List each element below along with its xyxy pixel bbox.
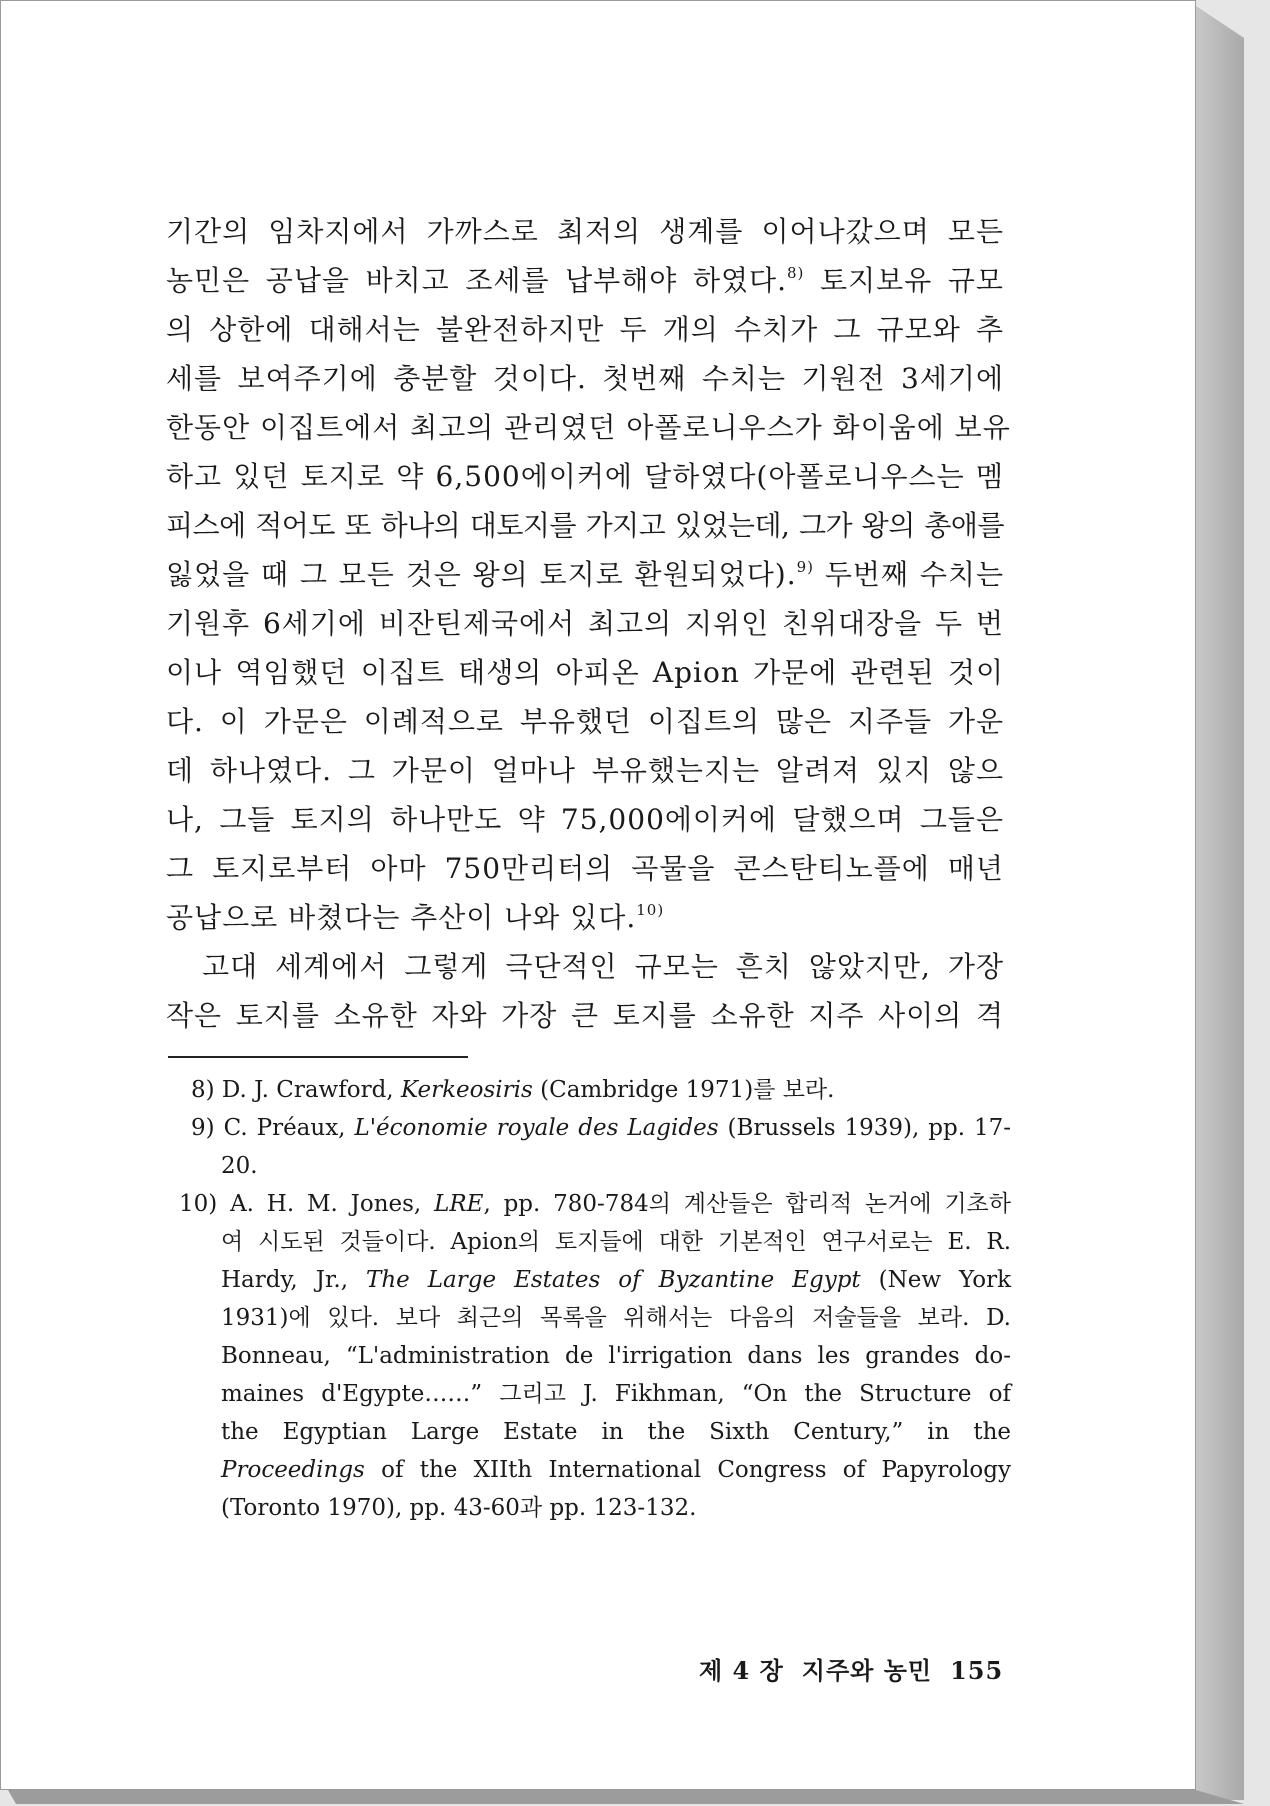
body-line: 한동안 이집트에서 최고의 관리였던 아폴로니우스가 화이움에 보유 [166, 411, 1011, 444]
body-line: 잃었을 때 그 모든 것은 왕의 토지로 환원되었다).$^{9)}$ 두번째 수치는 [166, 558, 1004, 591]
page-edge-right [1196, 6, 1244, 1800]
book-title: Proceedings [221, 1457, 365, 1483]
footnote-8: 8) D. J. Crawford, Kerkeosiris (Cambridge 1971)를 보라. [191, 1077, 835, 1103]
footnote-ref-9[interactable]: 9) [796, 558, 815, 576]
body-line: 다. 이 가문은 이례적으로 부유했던 이집트의 많은 지주들 가운 [166, 705, 1004, 738]
footnote-ref-10[interactable]: 10) [636, 901, 665, 919]
page-edge-bottom [8, 1790, 1244, 1804]
footnote-10: 10) A. H. M. Jones, LRE, pp. 780-784의 계산들은 합리적 논거에 기초하 여 시도된 것들이다. Apion의 토지들에 대한 기본적인 연구서로는 E. R. Hardy, Jr., The Large Estates of Byzantine Egypt (New York 1931)에 있다. 보다 최근의 목록을 위해서는 다음의 저술들을 보라. D. Bonneau, “L'administration de l'irrigation dans les grandes do- maines d'Egypte……” 그리고 J. Fikhman, “On the Structure of the Egyptian Large Estate in the Sixth Century,” in the Proceedings of the XIIth International Congress of Papyrology (Toronto 1970), pp. 43-60과 pp. 123-132. [179, 1191, 1012, 1521]
footnote-marker: 8) [191, 1077, 215, 1103]
body-line: 기간의 임차지에서 가까스로 최저의 생계를 이어나갔으며 모든 [166, 215, 1004, 248]
footnote-marker: 9) [191, 1115, 215, 1141]
footnote-divider [168, 1056, 468, 1058]
paragraph-start-line: 고대 세계에서 그렇게 극단적인 규모는 흔치 않았지만, 가장 [202, 950, 1004, 983]
page-number: 155 [950, 1656, 1004, 1685]
footnotes [179, 1071, 1012, 1527]
book-title: The Large Estates of Byzantine Egypt [366, 1267, 861, 1293]
book-title: L'économie royale des Lagides [354, 1115, 719, 1141]
body-line: 데 하나였다. 그 가문이 얼마나 부유했는지는 알려져 있지 않으 [166, 754, 1004, 787]
body-line: 농민은 공납을 바치고 조세를 납부해야 하였다.$^{8)}$ 토지보유 규모 [166, 264, 1004, 297]
body-line: 나, 그들 토지의 하나만도 약 75,000에이커에 달했으며 그들은 [166, 803, 1004, 836]
book-title: Kerkeosiris [400, 1077, 533, 1103]
body-line: 공납으로 바쳤다는 추산이 나와 있다.$^{10)}$ [166, 901, 665, 934]
body-line: 그 토지로부터 아마 750만리터의 곡물을 콘스탄티노플에 매년 [166, 852, 1004, 885]
body-line: 피스에 적어도 또 하나의 대토지를 가지고 있었는데, 그가 왕의 총애를 [166, 509, 1004, 542]
running-footer [699, 1651, 1003, 1686]
body-line: 기원후 6세기에 비잔틴제국에서 최고의 지위인 친위대장을 두 번 [166, 607, 1004, 640]
book-title: LRE [434, 1191, 484, 1217]
footnote-ref-8[interactable]: 8) [787, 264, 805, 282]
body-text [166, 207, 1011, 1040]
body-line: 세를 보여주기에 충분할 것이다. 첫번째 수치는 기원전 3세기에 [166, 362, 1004, 395]
body-line: 의 상한에 대해서는 불완전하지만 두 개의 수치가 그 규모와 추 [166, 313, 1004, 346]
footnote-9: 9) C. Préaux, L'économie royale des Lagides (Brussels 1939), pp. 17- 20. [191, 1115, 1011, 1179]
body-line: 이나 역임했던 이집트 태생의 아피온 Apion 가문에 관련된 것이 [166, 656, 1004, 689]
footnote-marker: 10) [179, 1191, 218, 1217]
body-line: 작은 토지를 소유한 자와 가장 큰 토지를 소유한 지주 사이의 격 [166, 999, 1004, 1032]
chapter-label: 제 4 장 [699, 1656, 784, 1685]
chapter-title: 지주와 농민 [801, 1656, 933, 1685]
body-line: 하고 있던 토지로 약 6,500에이커에 달하였다(아폴로니우스는 멤 [166, 460, 1004, 493]
